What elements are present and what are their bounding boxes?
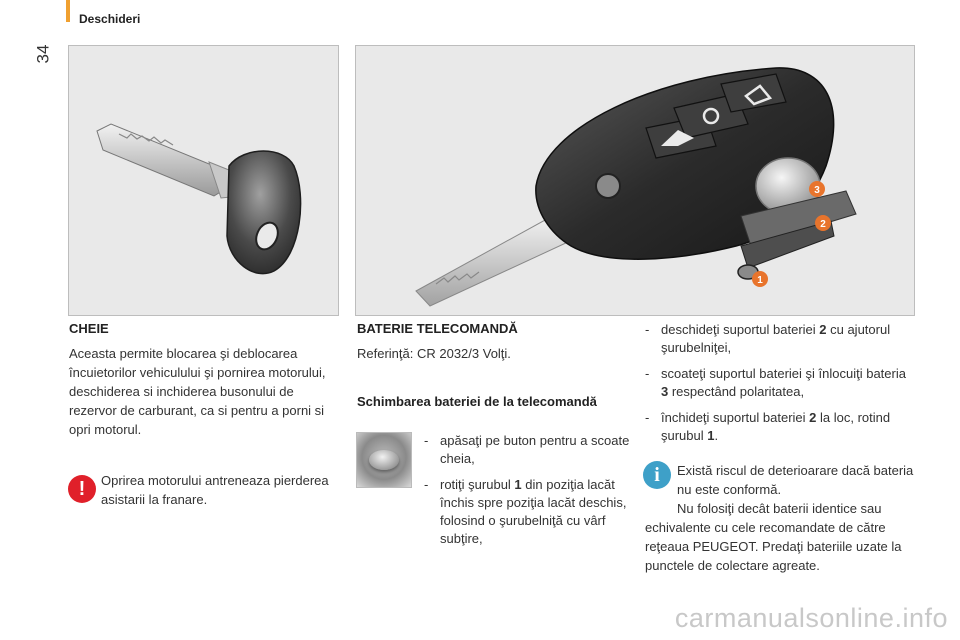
watermark-text: carmanualsonline.info	[674, 603, 948, 633]
callout-2	[815, 215, 831, 231]
key-illustration	[68, 45, 339, 316]
step-press-button: - apăsaţi pe buton pentru a scoate cheia,	[424, 432, 634, 468]
steps-list-left	[424, 432, 634, 556]
section-title: Deschideri	[79, 12, 141, 26]
key-heading: CHEIE	[69, 321, 109, 336]
callout-1-label: 1	[757, 275, 763, 286]
exclamation-icon: !	[68, 475, 96, 503]
page-number: 34	[33, 44, 53, 64]
step-replace-battery: - scoateţi suportul bateriei şi înlocuiţi bateria 3 respectând polaritatea,	[645, 365, 915, 401]
callout-3	[809, 181, 825, 197]
remote-key-illustration	[355, 45, 915, 316]
step-rotate-screw: - rotiţi şurubul 1 din poziţia lacăt închis spre poziţia lacăt deschis, folosind o şurubelniţă cu vârf subţire,	[424, 476, 634, 548]
key-blade	[97, 124, 241, 198]
battery-heading: BATERIE TELECOMANDĂ	[357, 321, 518, 336]
key-head	[227, 151, 301, 274]
callout-1	[752, 271, 768, 287]
step-close-holder: - închideţi suportul bateriei 2 la loc, rotind şurubul 1.	[645, 409, 915, 445]
info-warning-line: Există riscul de deterioarare dacă bateria nu este conformă.	[677, 463, 914, 497]
warning-text: Oprirea motorului antreneaza pierderea asistarii la franare.	[101, 473, 329, 507]
info-text: Nu folosiţi decât baterii identice sau echivalente cu cele recomandate de către reţeaua PEUGEOT. Predaţi bateriile uzate la punctele de colectare agreate.	[645, 501, 902, 573]
section-accent-bar	[66, 0, 70, 22]
step-open-holder: - deschideţi suportul bateriei 2 cu ajutorul şurubelniţei,	[645, 321, 915, 357]
key-release-button-photo	[356, 432, 412, 488]
steps-list-right	[645, 321, 915, 453]
key-description: Aceasta permite blocarea şi deblocarea încuietorilor vehiculului şi pornirea motorului, deschiderea si inchiderea busonului de rezervor de carburant, ca si pentru a porni si opri motorul.	[69, 346, 326, 437]
battery-change-subheading: Schimbarea bateriei de la telecomandă	[357, 394, 597, 409]
callout-2-label: 2	[820, 219, 826, 230]
battery-reference: Referinţă: CR 2032/3 Volţi.	[357, 346, 511, 361]
callout-3-label: 3	[814, 185, 820, 196]
info-icon: i	[643, 461, 671, 489]
